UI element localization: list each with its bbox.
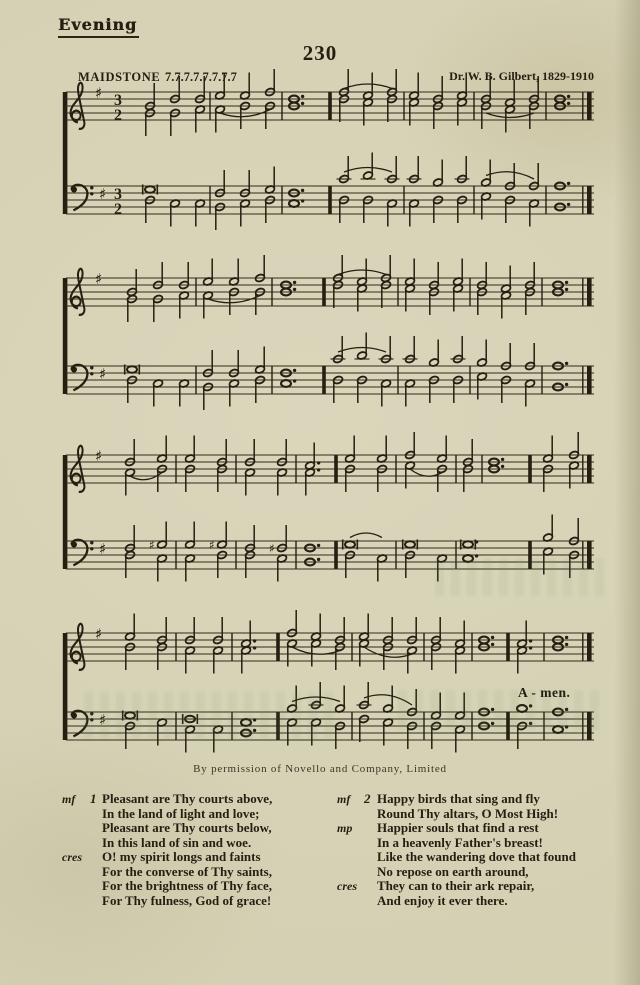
verse-text: And enjoy it ever there. [377,892,508,908]
hymn-number: 230 [302,41,338,65]
verse-text: Like the wandering dove that found [377,849,576,864]
accidental-sharp-icon: ♯ [149,538,155,552]
whole-note [289,200,299,207]
slur [338,270,386,275]
verse-line [337,836,627,851]
dynamic-marking: mf [62,792,76,806]
verse-text: For the converse of Thy saints, [102,863,272,879]
accidental-sharp-icon: ♯ [209,538,215,552]
verse-line [337,850,627,865]
music-system-2 [63,255,594,410]
verse-text: Pleasant are Thy courts above, [102,791,273,806]
verse-text: They can to their ark repair, [377,878,535,893]
whole-note [281,380,291,387]
dynamic-marking: cres [337,879,357,893]
key-signature-sharp-icon: ♯ [99,540,107,558]
notes-layer [125,333,569,411]
verse-line [62,836,312,851]
key-signature-sharp-icon: ♯ [95,447,103,465]
verse-line [337,894,627,909]
notes-layer [127,255,569,322]
bleed-through-ghost [84,692,334,740]
composer-credit: Dr. W. B. Gilbert, 1829-1910 [449,69,594,83]
verse-number: 2 [364,791,371,806]
dynamic-marking: cres [62,850,82,864]
breve-note [345,541,355,548]
verse-text: No repose on earth around, [377,863,529,879]
dynamic-marking: mp [337,821,353,835]
verse-line [62,821,312,836]
verse-line [337,865,627,880]
verse-line [337,792,627,807]
verse-text: Pleasant are Thy courts below, [102,820,272,835]
verse-column-right [337,792,627,908]
verse-line [337,821,627,836]
key-signature-sharp-icon: ♯ [95,84,103,102]
verse-text: Happier souls that find a rest [377,820,539,835]
breve-note [145,186,155,193]
verse-text: In the land of light and love; [102,805,260,821]
tune-name: MAIDSTONE [78,70,161,84]
verse-line [62,894,312,909]
slur [292,647,340,654]
breve-note [127,366,137,373]
verse-text: In a heavenly Father's breast! [377,834,543,850]
verse-line [62,879,312,894]
verse-text: For Thy fulness, God of grace! [102,892,272,908]
music-system-1 [63,69,594,230]
treble-staff [66,610,594,674]
verse-line [62,850,312,865]
tune-meter: 7.7.7.7.7.7.7.7 [165,70,237,84]
verse-line [337,879,627,894]
notes-layer [125,432,580,496]
time-signature: 3 [114,92,122,109]
bass-staff [66,333,594,411]
time-signature: 2 [114,107,122,124]
key-signature-sharp-icon: ♯ [99,711,107,729]
key-signature-sharp-icon: ♯ [99,185,107,203]
key-signature-sharp-icon: ♯ [95,270,103,288]
bleed-through-ghost [398,690,603,730]
verse-text: Round Thy altars, O Most High! [377,805,559,821]
verse-line [337,807,627,822]
key-signature-sharp-icon: ♯ [95,625,103,643]
slur [364,647,412,657]
time-signature: 3 [114,186,122,203]
dynamic-marking: mf [337,792,351,806]
verse-line [62,792,312,807]
notes-layer [143,153,571,231]
key-signature-sharp-icon: ♯ [99,365,107,383]
verse-text: In this land of sin and woe. [102,834,252,850]
treble-staff [66,255,594,322]
breve-note [405,541,415,548]
bass-staff [66,153,594,231]
notes-layer [125,610,569,674]
breve-note [463,541,473,548]
amen-label: A - men. [518,685,571,700]
verse-line [62,807,312,822]
time-signature: 2 [114,201,122,218]
slur [486,172,534,179]
verse-number: 1 [90,791,97,806]
verse-text: For the brightness of Thy face, [102,878,272,893]
section-heading: Evening [58,15,139,38]
slur [350,533,382,538]
verse-line [62,865,312,880]
verse-column-left [62,792,312,908]
bleed-through-ghost [435,558,610,596]
verse-text: Happy birds that sing and fly [377,791,540,806]
treble-staff [66,432,594,496]
permission-line: By permission of Novello and Company, Limited [193,763,447,775]
slur [344,84,392,89]
accidental-sharp-icon: ♯ [269,541,275,556]
verse-text: O! my spirit longs and faints [102,849,261,864]
